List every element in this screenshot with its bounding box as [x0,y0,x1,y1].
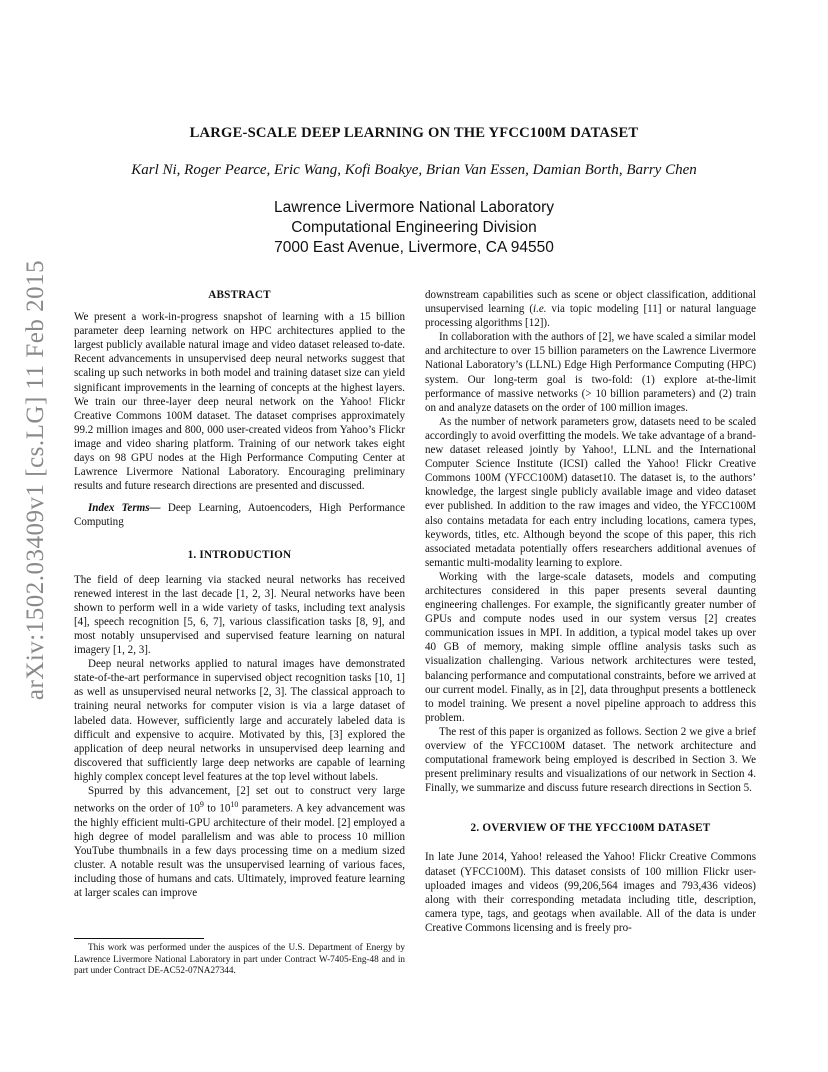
intro-paragraph-4 [425,288,756,330]
intro-paragraph-2: Deep neural networks applied to natural images have demonstrated state-of-the-art performance in supervised object recognition tasks [10, 1] as well as unsupervised neural networks [2, 3]. The classical approach to training neural networks for computer vision is via a large dataset of labeled data. However, sufficiently large and accurately labeled data is difficult and expensive to acquire. Motivated by this, [3] explored the application of deep neural networks in unsupervised deep learning and discovered that sufficiently large deep networks are capable of learning highly complex concept level features at the top level without labels. [74,658,405,783]
intro-p4-ie: i.e. [533,303,547,316]
intro-paragraph-7: Working with the large-scale datasets, models and computing architectures considered in this paper presents several daunting engineering challenges. For example, the significantly greater number of GPUs and compute nodes used in our system versus [2] creates communication issues in MPI. In addition, a typical model takes up over 40 GB of memory, making simple offline analysis tasks such as visualization challenging. Various network architectures were tested, balancing performance and computational constraints, before we arrived at our current model. Finally, as in [2], data throughput presents a bottleneck to model training. We present a novel pipeline approach to address this problem. [425,570,756,724]
exponent-10: 10 [230,800,239,810]
index-terms [74,501,405,529]
section-2-heading: 2. OVERVIEW OF THE YFCC100M DATASET [470,822,711,835]
footnote [74,942,405,977]
affiliation-line-1: Lawrence Livermore National Laboratory [273,199,554,216]
intro-p4-part-a: downstream capabilities such as scene or object classification, additional unsupervised learning ( [425,289,756,316]
left-column [74,288,405,900]
section-1-heading: 1. INTRODUCTION [187,548,292,561]
index-terms-text: Deep Learning, Autoencoders, High Performance Computing [74,502,405,529]
author-list: Karl Ni, Roger Pearce, Eric Wang, Kofi Boakye, Brian Van Essen, Damian Borth, Barry Chen [131,162,697,178]
intro-paragraph-5: In collaboration with the authors of [2], we have scaled a similar model and architecture to over 15 billion parameters on the Lawrence Livermore National Laboratory’s (LLNL) Edge High Performance Computing (HPC) system. Our long-term goal is two-fold: (1) explore at-the-limit performance of massive networks (> 10 billion parameters) and (2) train on and analyze datasets on the order of 100 million images. [425,331,756,414]
intro-p3-part-c: parameters. A key advancement was the highly efficient multi-GPU architecture of their model. [2] employed a high degree of model parallelism and was able to process 10 million YouTube thumbnails in a few days processing time on a medium sized cluster. A notable result was the unsupervised learning of various faces, including those of humans and cats. Ultimately, improved feature learning at larger scales can improve [74,802,406,900]
abstract-heading: ABSTRACT [208,289,271,301]
affiliation-line-3: 7000 East Avenue, Livermore, CA 94550 [274,239,554,256]
arxiv-side-stamp [22,259,49,701]
index-terms-label: Index Terms— [88,502,161,515]
intro-paragraph-8: The rest of this paper is organized as follows. Section 2 we give a brief overview of the YFCC100M dataset. The network architecture and computational framework being employed is described in Section 3. We present preliminary results and visualizations of our network in Section 4. Finally, we summarize and discuss future research directions in Section 5. [425,725,756,795]
intro-paragraph-1: The field of deep learning via stacked neural networks has received renewed interest in the last decade [1, 2, 3]. Neural networks have been shown to perform well in a wide variety of tasks, including text analysis [4], speech recognition [5, 6, 7], various classification tasks [8, 9], and most notably unsupervised and supervised feature learning on natural imagery [1, 2, 3]. [74,573,405,657]
footnote-rule [74,938,204,939]
right-column [425,288,756,935]
abstract-text: We present a work-in-progress snapshot of learning with a 15 billion parameter deep learning network on HPC architectures applied to the largest publicly available natural image and video dataset released to-date. Recent advancements in unsupervised deep neural networks suggest that scaling up such networks in both model and training dataset size can yield significant improvements in the learning of concepts at the highest layers. We train our three-layer deep neural network on the Yahoo! Flickr Creative Commons 100M dataset. The dataset comprises approximately 99.2 million images and 800, 000 user-created videos from Yahoo’s Flickr image and video sharing platform. Training of our network takes eight days on 98 GPU nodes at the High Performance Computing Center at Lawrence Livermore National Laboratory. Encouraging preliminary results and future research directions are presented and discussed. [74,311,405,493]
arxiv-id: arXiv:1502.03409v1 [cs.LG] 11 Feb 2015 [22,259,49,701]
affiliation [0,198,828,258]
paper-title: LARGE-SCALE DEEP LEARNING ON THE YFCC100M DATASET [189,125,639,141]
overview-paragraph-1: In late June 2014, Yahoo! released the Yahoo! Flickr Creative Commons dataset (YFCC100M). This dataset consists of 100 million Flickr user-uploaded images and videos (99,206,564 images and 793,436 videos) along with their corresponding metadata including title, description, camera type, tags, and geotags when available. All of the data is under Creative Commons licensing and is freely pro- [425,851,756,934]
intro-paragraph-6: As the number of network parameters grow, datasets need to be scaled accordingly to avoid overfitting the models. We take advantage of a brand-new dataset released jointly by Yahoo!, LLNL and the International Computer Science Institute (ICSI) called the Yahoo! Flickr Creative Commons 100M (YFCC100M) dataset10. The dataset is, to the authors’ knowledge, the largest single publicly available image and video dataset ever published. In addition to the raw images and video, the YFCC100M also contains metadata for each entry including locations, camera types, keywords, titles, etc. Although beyond the scope of this paper, this rich associated metadata potentially offers researchers additional avenues of semantic multi-modality learning to explore. [425,415,756,569]
footnote-text: This work was performed under the auspices of the U.S. Department of Energy by Lawrence Livermore National Laboratory in part under Contract W-7405-Eng-48 and in part under Contract DE-AC52-07NA27344. [74,942,405,976]
intro-p3-part-b: to 10 [203,802,231,815]
intro-paragraph-3 [74,784,405,900]
exponent-9: 9 [199,800,204,810]
intro-p3-part-a: Spurred by this advancement, [2] set out to construct very large networks on the order of 10 [74,785,405,815]
affiliation-line-2: Computational Engineering Division [291,219,537,236]
intro-p4-part-b: via topic modeling [11] or natural language processing algorithms [12]). [425,303,756,330]
